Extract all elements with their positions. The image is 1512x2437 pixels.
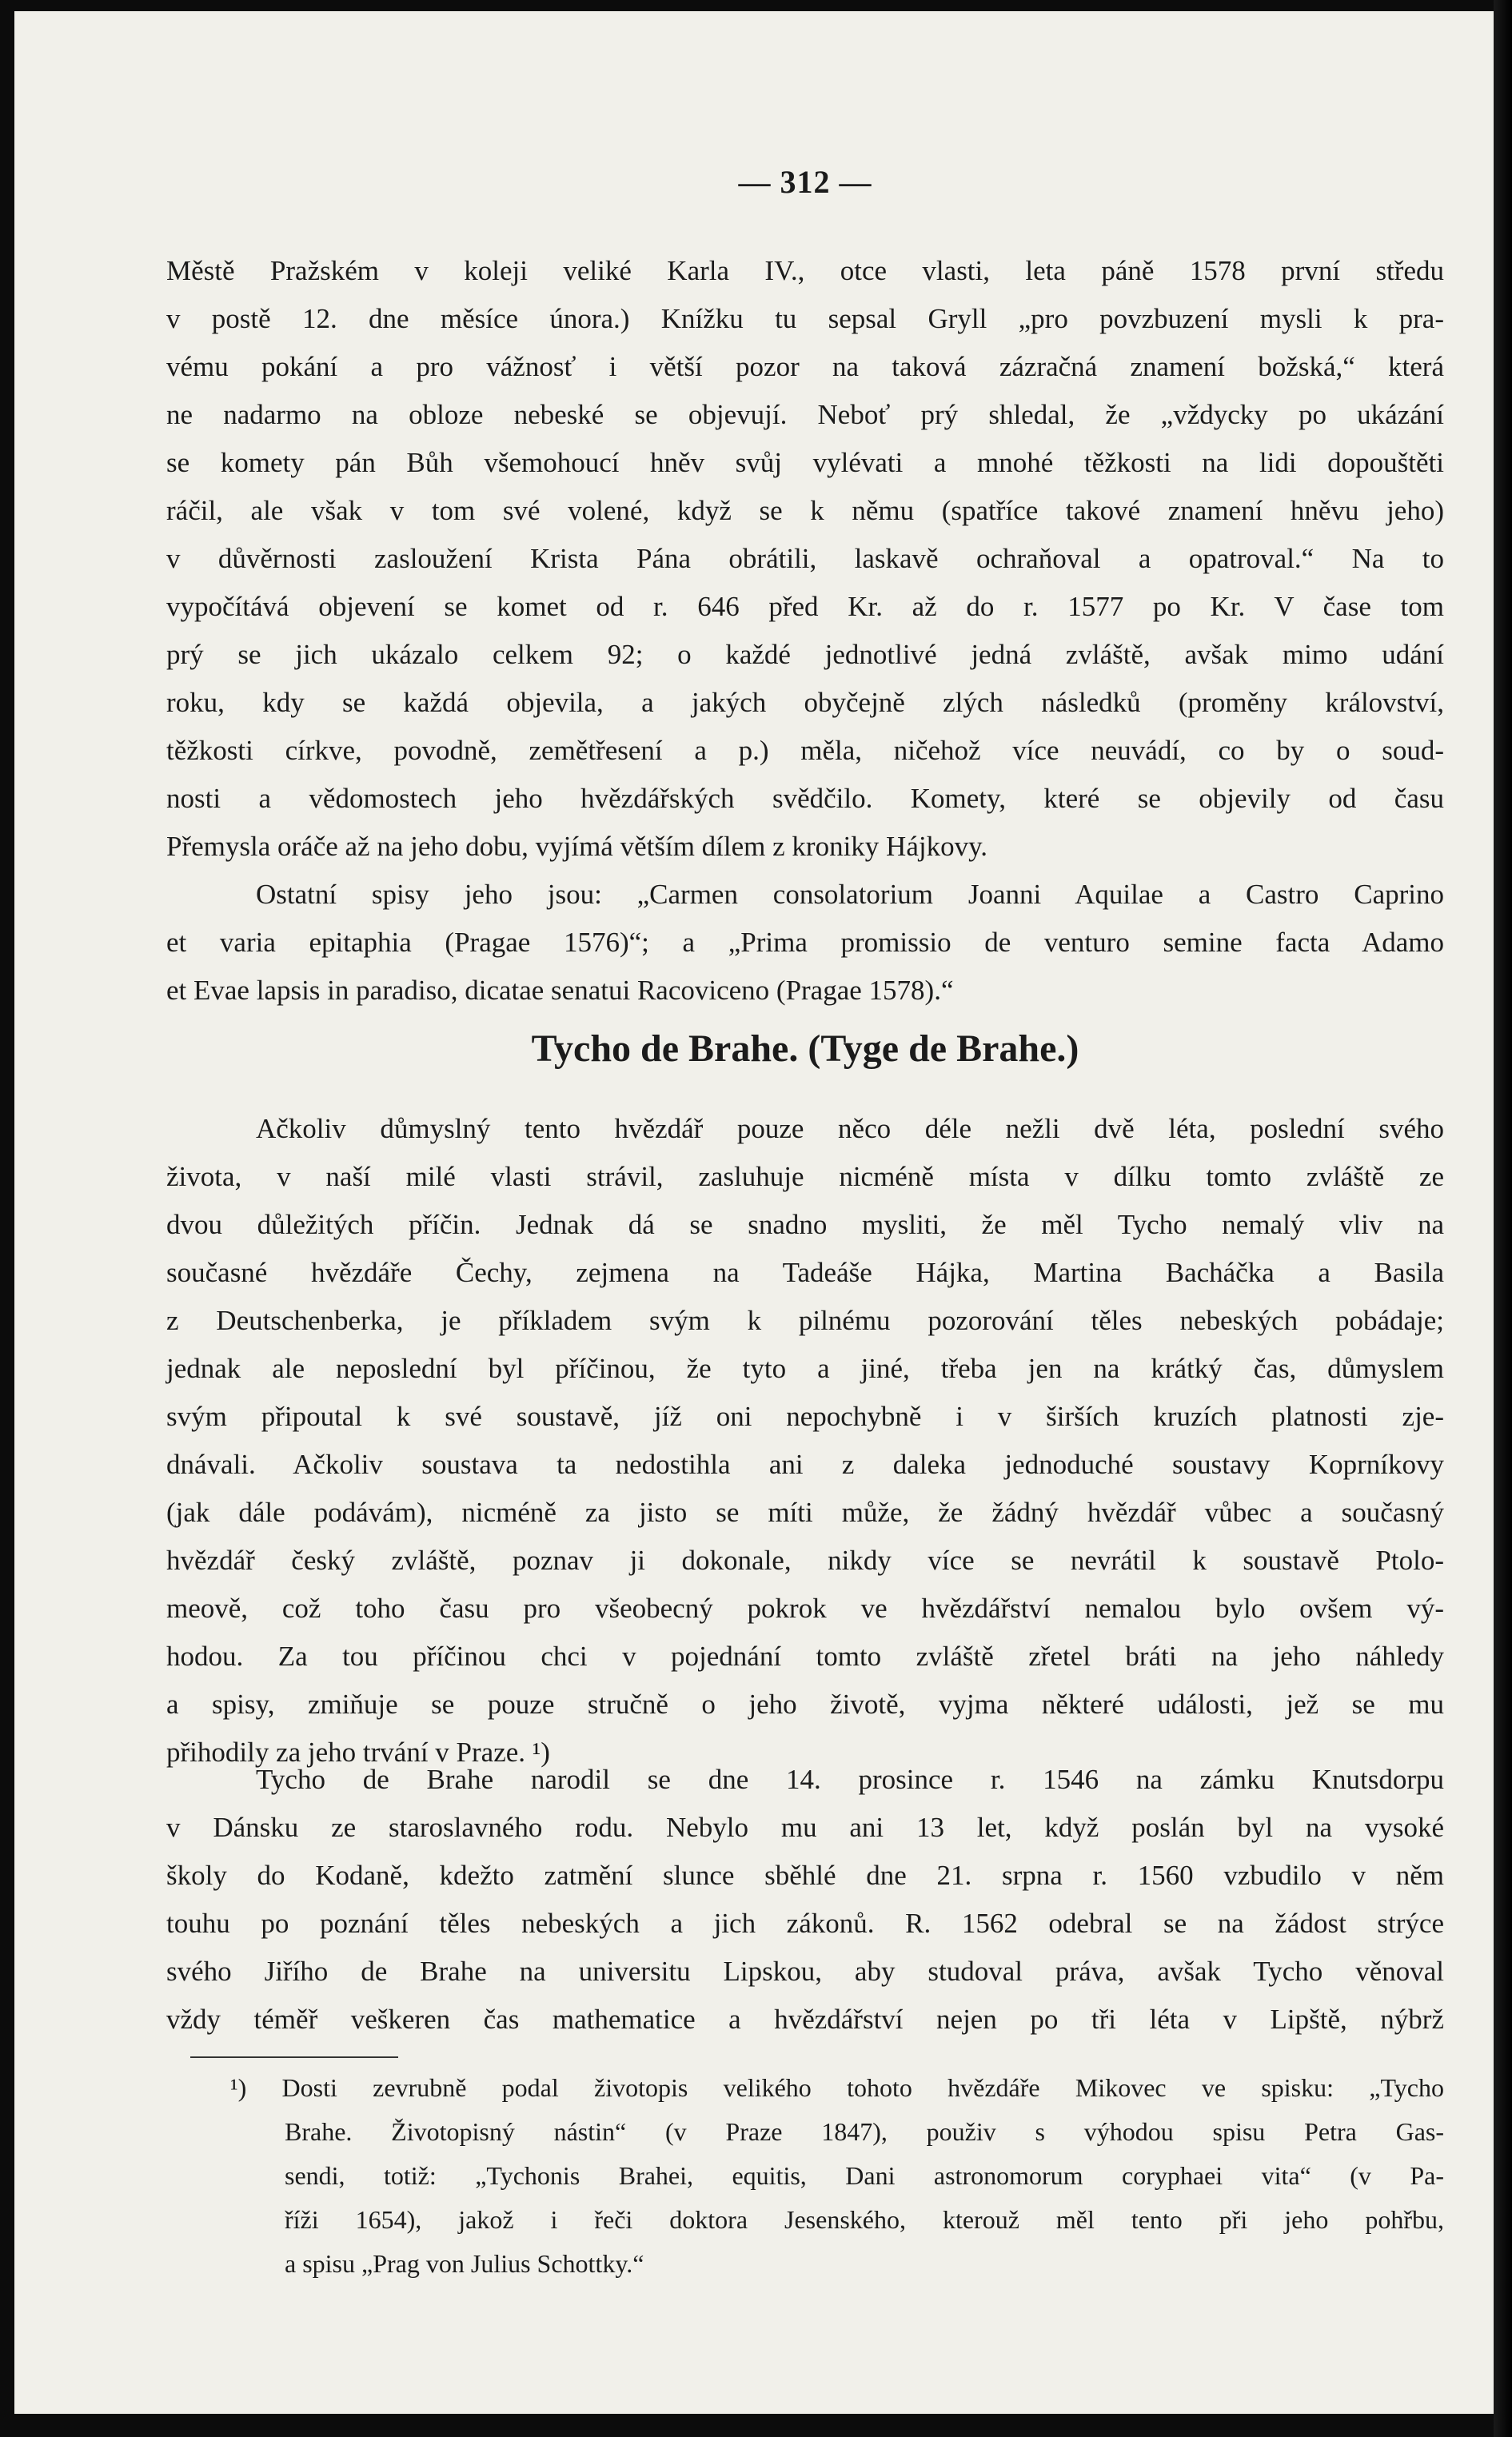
text-line: touhu po poznání těles nebeských a jich zákonů. R. 1562 odebral se na žádost strýce — [166, 1908, 1444, 1939]
book-page — [14, 11, 1494, 2414]
paragraph-tycho-intro — [166, 1105, 1444, 1777]
text-line: a spisy, zmiňuje se pouze stručně o jeho životě, vyjma některé události, jež se mu — [166, 1689, 1444, 1720]
footnote-line: říži 1654), jakož i řeči doktora Jesenského, kterouž měl tento při jeho pohřbu, — [285, 2205, 1444, 2234]
footnote — [166, 2066, 1444, 2286]
text-line: et Evae lapsis in paradiso, dicatae senatui Racoviceno (Pragae 1578).“ — [166, 975, 954, 1006]
paragraph-other-writings — [166, 871, 1444, 1015]
footnote-line: ¹) Dosti zevrubně podal životopis velikého tohoto hvězdáře Mikovec ve spisku: „Tycho — [230, 2073, 1444, 2102]
text-line: těžkosti církve, povodně, zemětřesení a p.) měla, ničehož více neuvádí, co by o soud- — [166, 735, 1444, 766]
text-line: dnávali. Ačkoliv soustava ta nedostihla ani z daleka jednoduché soustavy Koprníkovy — [166, 1449, 1444, 1480]
text-line: meově, což toho času pro všeobecný pokrok ve hvězdářství nemalou bylo ovšem vý- — [166, 1593, 1444, 1624]
page-number: — 312 — — [738, 164, 872, 200]
text-line: vému pokání a pro vážnosť i větší pozor na taková zázračná znamení božská,“ která — [166, 351, 1444, 382]
text-line: školy do Kodaně, kdežto zatmění slunce sběhlé dne 21. srpna r. 1560 vzbudilo v něm — [166, 1860, 1444, 1891]
text-line: Přemysla oráče až na jeho dobu, vyjímá větším dílem z kroniky Hájkovy. — [166, 831, 988, 862]
text-line: v Dánsku ze staroslavného rodu. Nebylo mu ani 13 let, když poslán byl na vysoké — [166, 1812, 1444, 1843]
text-line: ráčil, ale však v tom své volené, když se k němu (spatříce takové znamení hněvu jeho) — [166, 495, 1444, 526]
text-line: v postě 12. dne měsíce února.) Knížku tu sepsal Gryll „pro povzbuzení mysli k pra- — [166, 303, 1444, 334]
text-line: vypočítává objevení se komet od r. 646 před Kr. až do r. 1577 po Kr. V čase tom — [166, 591, 1444, 622]
paragraph-comet-book — [166, 247, 1444, 871]
footnote-line: a spisu „Prag von Julius Schottky.“ — [285, 2249, 644, 2278]
text-line: současné hvězdáře Čechy, zejmena na Tadeáše Hájka, Martina Bacháčka a Basila — [166, 1257, 1444, 1288]
text-line: nosti a vědomostech jeho hvězdářských svědčilo. Komety, které se objevily od času — [166, 783, 1444, 814]
text-line: ne nadarmo na obloze nebeské se objevují. Neboť prý shledal, že „vždycky po ukázání — [166, 399, 1444, 430]
text-line: vždy téměř veškeren čas mathematice a hvězdářství nejen po tři léta v Lipště, nýbrž — [166, 2004, 1444, 2035]
footnote-line: sendi, totiž: „Tychonis Brahei, equitis, Dani astronomorum coryphaei vita“ (v Pa- — [285, 2161, 1444, 2190]
text-line: (jak dále podávám), nicméně za jisto se míti může, že žádný hvězdář vůbec a současný — [166, 1497, 1444, 1528]
text-line: v důvěrnosti zasloužení Krista Pána obrátili, laskavě ochraňoval a opatroval.“ Na to — [166, 543, 1444, 574]
text-line: Ačkoliv důmyslný tento hvězdář pouze něco déle nežli dvě léta, poslední svého — [256, 1113, 1444, 1144]
text-line: Ostatní spisy jeho jsou: „Carmen consolatorium Joanni Aquilae a Castro Caprino — [256, 879, 1444, 910]
text-line: svého Jiřího de Brahe na universitu Lipskou, aby studoval práva, avšak Tycho věnoval — [166, 1956, 1444, 1987]
text-line: života, v naší milé vlasti strávil, zasluhuje nicméně místa v dílku tomto zvláště ze — [166, 1161, 1444, 1192]
paragraph-tycho-birth — [166, 1756, 1444, 2044]
page-edge-shadow — [1494, 0, 1512, 2437]
text-line: svým připoutal k své soustavě, jíž oni nepochybně i v širších kruzích platnosti zje- — [166, 1401, 1444, 1432]
text-line: hvězdář český zvláště, poznav ji dokonale, nikdy více se nevrátil k soustavě Ptolo- — [166, 1545, 1444, 1576]
section-heading: Tycho de Brahe. (Tyge de Brahe.) — [531, 1027, 1079, 1070]
text-line: z Deutschenberka, je příkladem svým k pilnému pozorování těles nebeských pobádaje; — [166, 1305, 1444, 1336]
text-line: Městě Pražském v koleji veliké Karla IV., otce vlasti, leta páně 1578 první středu — [166, 255, 1444, 286]
text-line: jednak ale neposlední byl příčinou, že tyto a jiné, třeba jen na krátký čas, důmyslem — [166, 1353, 1444, 1384]
footnote-line: Brahe. Životopisný nástin“ (v Praze 1847), použiv s výhodou spisu Petra Gas- — [285, 2117, 1444, 2146]
text-line: prý se jich ukázalo celkem 92; o každé jednotlivé jedná zvláště, avšak mimo udání — [166, 639, 1444, 670]
text-line: roku, kdy se každá objevila, a jakých obyčejně zlých následků (proměny království, — [166, 687, 1444, 718]
text-line: dvou důležitých příčin. Jednak dá se snadno mysliti, že měl Tycho nemalý vliv na — [166, 1209, 1444, 1240]
text-line: přihodily za jeho trvání v Praze. ¹) — [166, 1737, 550, 1768]
footnote-rule — [190, 2056, 398, 2058]
text-line: Tycho de Brahe narodil se dne 14. prosince r. 1546 na zámku Knutsdorpu — [256, 1764, 1444, 1795]
text-line: se komety pán Bůh všemohoucí hněv svůj vylévati a mnohé těžkosti na lidi dopouštěti — [166, 447, 1444, 478]
text-line: hodou. Za tou příčinou chci v pojednání tomto zvláště zřetel bráti na jeho náhledy — [166, 1641, 1444, 1672]
text-line: et varia epitaphia (Pragae 1576)“; a „Prima promissio de venturo semine facta Adamo — [166, 927, 1444, 958]
